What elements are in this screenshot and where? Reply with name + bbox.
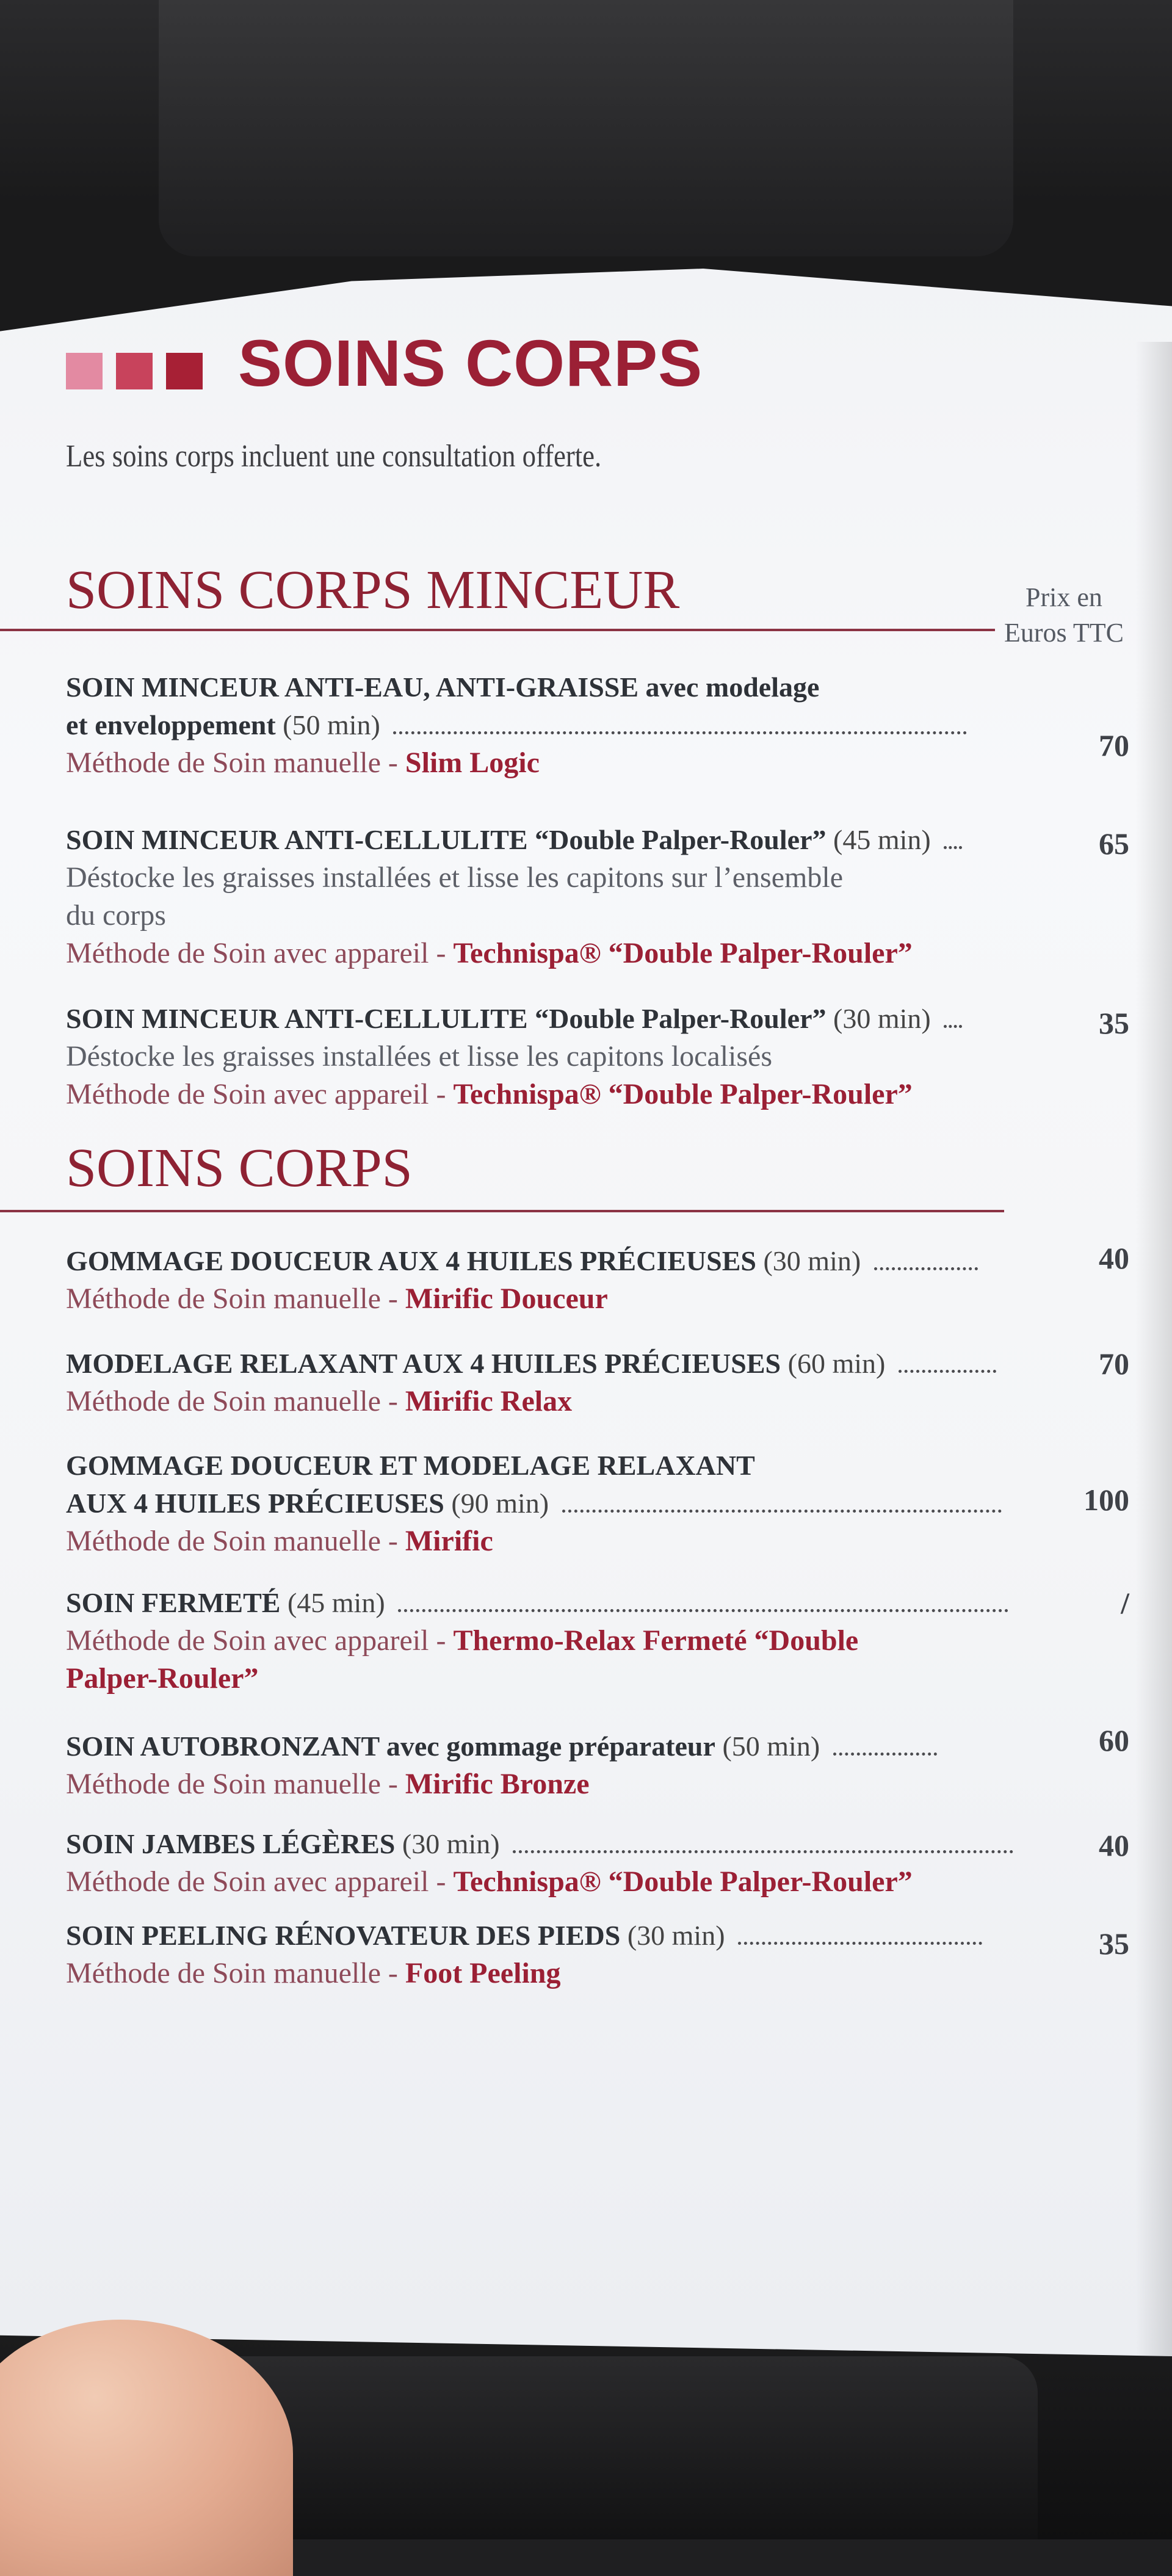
section-rule-corps [0, 1210, 1004, 1212]
item-description: Déstocke les graisses installées et lisse les capitons localisés [66, 1040, 773, 1073]
square-light [66, 353, 103, 389]
page-edge-shadow [1135, 342, 1172, 2356]
price-header-line1: Prix en [1026, 582, 1102, 612]
leader-dots [944, 846, 962, 849]
item-brand: Palper-Rouler” [66, 1662, 259, 1695]
title-squares [66, 353, 203, 389]
section-title-minceur: SOINS CORPS MINCEUR [66, 560, 680, 620]
menu-item [66, 1000, 994, 1113]
item-brand: Technispa® “Double Palper-Rouler” [453, 937, 913, 969]
leader-dots [562, 1510, 1002, 1513]
menu-item [66, 1917, 994, 1992]
item-name: SOIN MINCEUR ANTI-CELLULITE “Double Palper-Rouler” [66, 1003, 827, 1034]
item-name: GOMMAGE DOUCEUR AUX 4 HUILES PRÉCIEUSES [66, 1245, 756, 1276]
item-method: Méthode de Soin manuelle - [66, 1768, 405, 1800]
intro-text: Les soins corps incluent une consultation offerte. [66, 439, 602, 474]
item-name: SOIN PEELING RÉNOVATEUR DES PIEDS [66, 1920, 621, 1951]
item-method: Méthode de Soin manuelle - [66, 747, 405, 779]
item-price: 65 [1099, 827, 1129, 861]
leader-dots [513, 1850, 1013, 1853]
menu-item [66, 1447, 994, 1560]
section-title-corps: SOINS CORPS [66, 1138, 413, 1198]
square-dark [166, 353, 203, 389]
item-brand: Thermo-Relax Fermeté “Double [453, 1624, 859, 1657]
page-title: SOINS CORPS [238, 326, 703, 400]
item-brand: Slim Logic [405, 747, 540, 779]
leader-dots [398, 1609, 1008, 1612]
item-method: Méthode de Soin manuelle - [66, 1385, 405, 1417]
item-duration: (30 min) [763, 1245, 861, 1276]
item-price: 70 [1099, 1347, 1129, 1381]
item-name: MODELAGE RELAXANT AUX 4 HUILES PRÉCIEUSES [66, 1348, 781, 1379]
menu-item [66, 821, 994, 972]
item-duration: (30 min) [833, 1003, 931, 1034]
item-price: / [1121, 1586, 1129, 1620]
item-price: 35 [1099, 1006, 1129, 1040]
item-price: 100 [1083, 1483, 1129, 1517]
item-price: 40 [1099, 1241, 1129, 1275]
menu-item [66, 1242, 994, 1318]
item-brand: Technispa® “Double Palper-Rouler” [453, 1078, 913, 1110]
item-name: et enveloppement [66, 709, 276, 740]
price-header-line2: Euros TTC [1004, 618, 1124, 648]
item-duration: (45 min) [287, 1587, 385, 1618]
item-name: AUX 4 HUILES PRÉCIEUSES [66, 1488, 444, 1519]
item-brand: Technispa® “Double Palper-Rouler” [453, 1865, 913, 1898]
leader-dots [944, 1025, 962, 1028]
item-name: SOIN MINCEUR ANTI-EAU, ANTI-GRAISSE avec modelage [66, 671, 820, 703]
item-brand: Mirific [405, 1525, 493, 1557]
item-brand: Mirific Bronze [405, 1768, 590, 1800]
item-duration: (50 min) [722, 1731, 820, 1762]
item-method: Méthode de Soin manuelle - [66, 1283, 405, 1315]
item-price: 35 [1099, 1927, 1129, 1961]
item-method: Méthode de Soin avec appareil - [66, 937, 454, 969]
item-name: SOIN AUTOBRONZANT avec gommage préparateur [66, 1731, 715, 1762]
menu-item [66, 1584, 994, 1698]
leader-dots [899, 1370, 996, 1373]
item-method: Méthode de Soin avec appareil - [66, 1624, 454, 1657]
item-duration: (50 min) [283, 709, 380, 740]
item-name: GOMMAGE DOUCEUR ET MODELAGE RELAXANT [66, 1450, 755, 1481]
leader-dots [738, 1942, 982, 1945]
menu-item [66, 1825, 994, 1901]
item-method: Méthode de Soin manuelle - [66, 1957, 405, 1989]
item-name: SOIN FERMETÉ [66, 1587, 281, 1618]
item-brand: Foot Peeling [405, 1957, 561, 1989]
leader-dots [874, 1267, 978, 1270]
item-method: Méthode de Soin manuelle - [66, 1525, 405, 1557]
item-method: Méthode de Soin avec appareil - [66, 1865, 454, 1898]
square-medium [116, 353, 153, 389]
item-duration: (45 min) [833, 824, 931, 855]
item-brand: Mirific Relax [405, 1385, 573, 1417]
item-duration: (90 min) [451, 1488, 549, 1519]
price-column-header [994, 580, 1134, 651]
leader-dots [833, 1753, 937, 1756]
item-name: SOIN MINCEUR ANTI-CELLULITE “Double Palper-Rouler” [66, 824, 827, 855]
background-device-top [159, 0, 1013, 256]
menu-item [66, 1728, 994, 1803]
item-price: 40 [1099, 1828, 1129, 1862]
item-price: 70 [1099, 728, 1129, 762]
item-duration: (60 min) [787, 1348, 886, 1379]
menu-item [66, 668, 994, 782]
item-method: Méthode de Soin avec appareil - [66, 1078, 454, 1110]
item-duration: (30 min) [627, 1920, 725, 1951]
item-duration: (30 min) [402, 1828, 500, 1859]
item-description: du corps [66, 899, 166, 932]
item-description: Déstocke les graisses installées et lisse les capitons sur l’ensemble [66, 861, 844, 894]
section-rule-minceur [0, 629, 995, 631]
item-brand: Mirific Douceur [405, 1283, 608, 1315]
leader-dots [393, 731, 967, 734]
item-name: SOIN JAMBES LÉGÈRES [66, 1828, 396, 1859]
item-price: 60 [1099, 1723, 1129, 1757]
menu-item [66, 1345, 994, 1420]
